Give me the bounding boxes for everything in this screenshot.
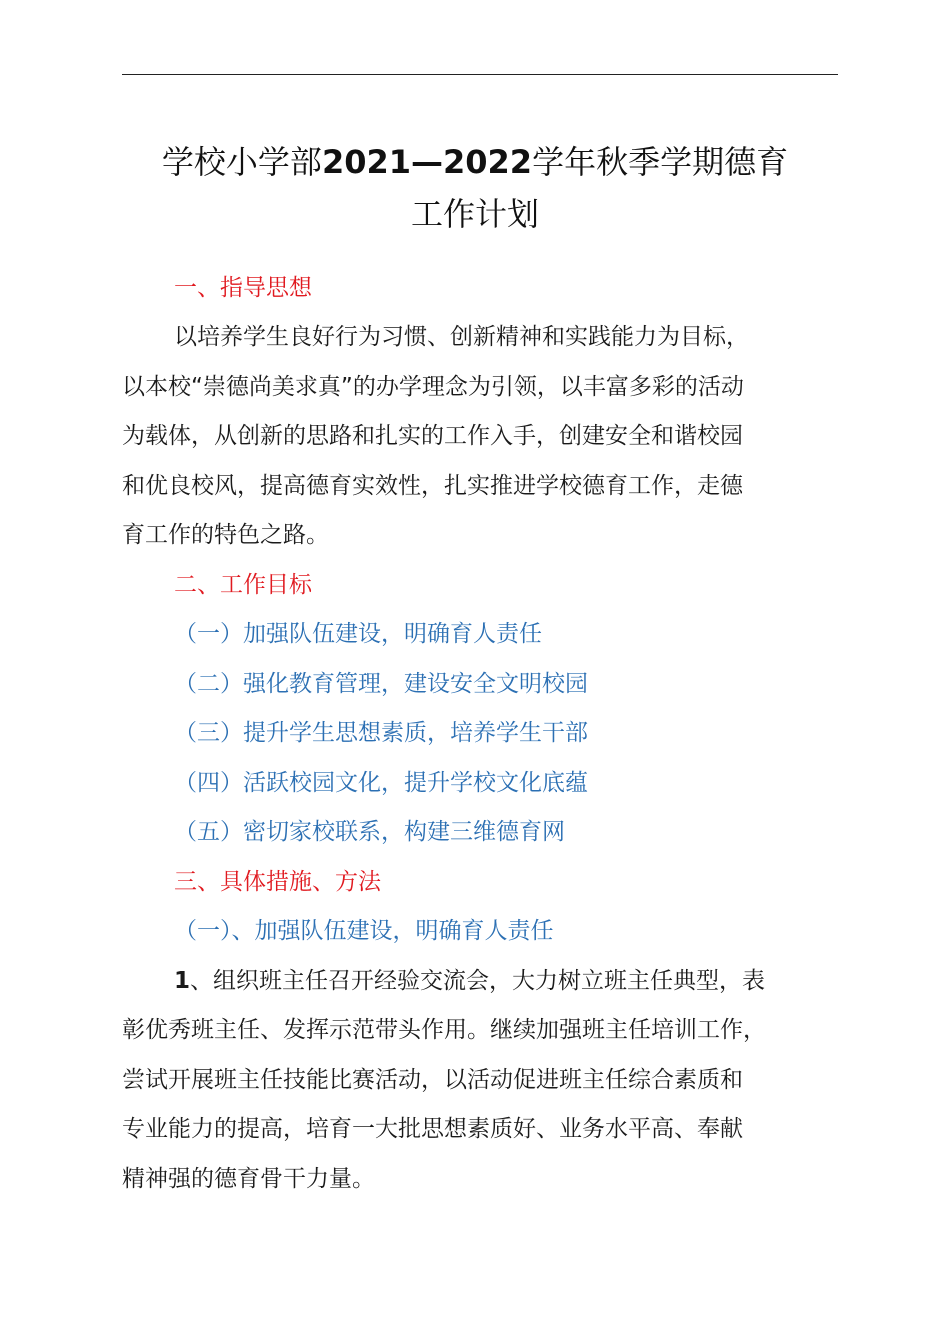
paragraph-line: 以本校“崇德尚美求真”的办学理念为引领，以丰富多彩的活动	[122, 374, 744, 400]
paragraph-line: 和优良校风，提高德育实效性，扎实推进学校德育工作，走德	[122, 473, 743, 499]
title-prefix: 学校小学部	[161, 143, 322, 181]
section-heading-work-goals: 二、工作目标	[174, 572, 312, 598]
header-rule	[122, 74, 838, 75]
goal-item: （三）提升学生思想素质，培养学生干部	[174, 720, 588, 746]
paragraph-line	[174, 966, 765, 996]
goal-item: （一）加强队伍建设，明确育人责任	[174, 621, 542, 647]
title-suffix: 学年秋季学期德育	[532, 143, 789, 181]
goal-item: （五）密切家校联系，构建三维德育网	[174, 819, 565, 845]
paragraph-number: 1	[174, 968, 191, 994]
paragraph-line: 尝试开展班主任技能比赛活动，以活动促进班主任综合素质和	[122, 1067, 743, 1093]
paragraph-line: 以培养学生良好行为习惯、创新精神和实践能力为目标，	[174, 324, 749, 350]
document-title-line-2: 工作计划	[410, 195, 539, 233]
paragraph-line: 专业能力的提高，培育一大批思想素质好、业务水平高、奉献	[122, 1116, 743, 1142]
section-heading-guiding-ideology: 一、指导思想	[174, 275, 312, 301]
paragraph-line: 为载体，从创新的思路和扎实的工作入手，创建安全和谐校园	[122, 423, 743, 449]
goal-item: （二）强化教育管理，建设安全文明校园	[174, 671, 588, 697]
document-title-line-1	[100, 140, 850, 184]
section-heading-measures: 三、具体措施、方法	[174, 869, 381, 895]
paragraph-line: 育工作的特色之路。	[122, 522, 329, 548]
title-years: 2021—2022	[321, 143, 533, 181]
goal-item: （四）活跃校园文化，提升学校文化底蕴	[174, 770, 588, 796]
measures-subheading: （一）、加强队伍建设，明确育人责任	[174, 918, 554, 944]
paragraph-line: 彰优秀班主任、发挥示范带头作用。继续加强班主任培训工作，	[122, 1017, 766, 1043]
paragraph-line: 精神强的德育骨干力量。	[122, 1166, 375, 1192]
paragraph-text: 、组织班主任召开经验交流会，大力树立班主任典型，表	[190, 968, 766, 994]
